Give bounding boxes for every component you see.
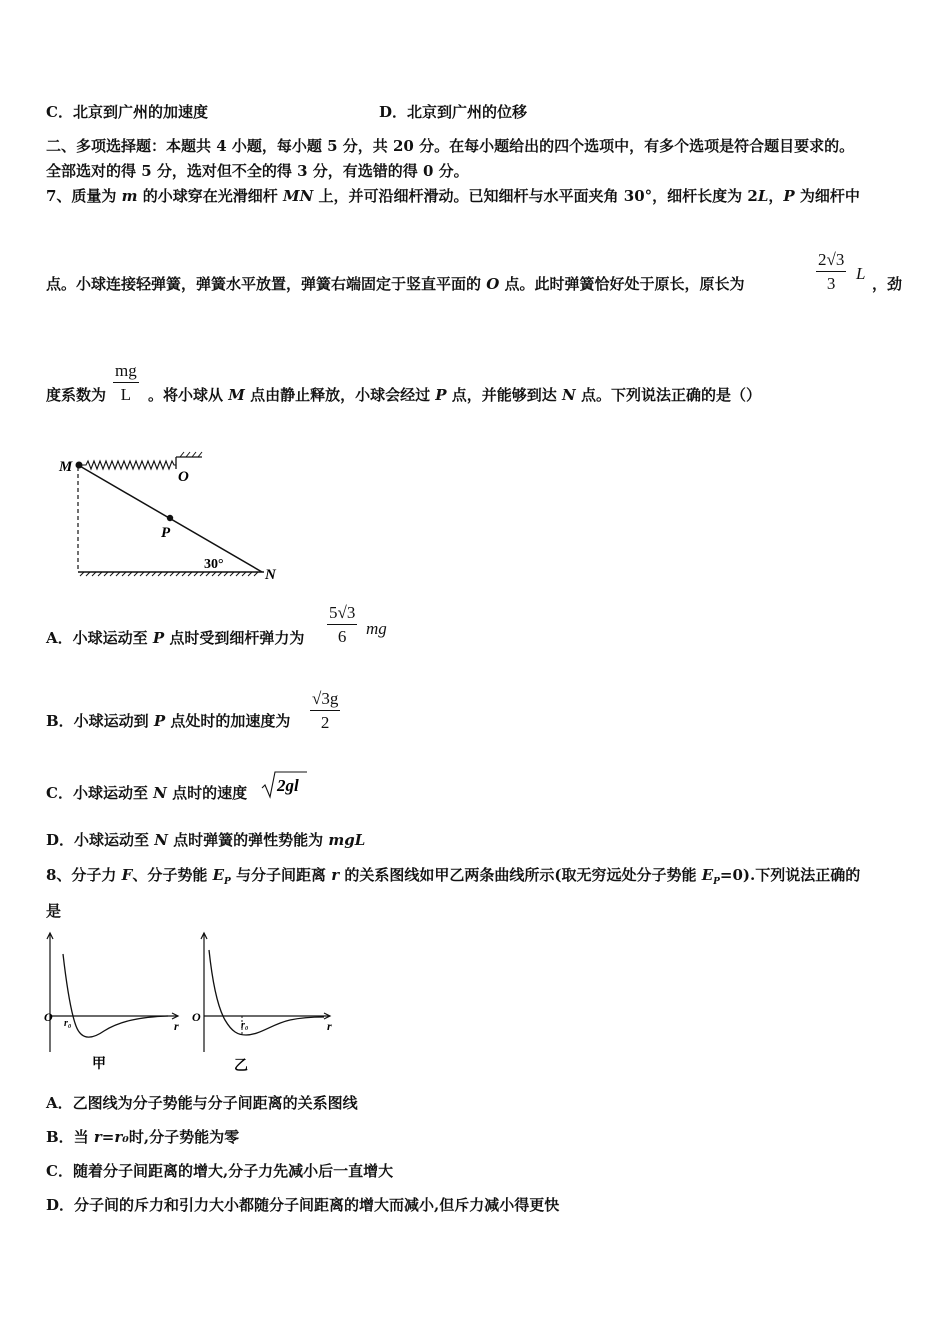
curve-yi (209, 950, 324, 1035)
wall-hatching (180, 452, 202, 457)
q7-stem-line2-end: ，劲 (872, 275, 903, 293)
q7-option-a-var: mg (366, 619, 387, 638)
q7-incline-diagram (52, 445, 292, 585)
q7-option-a-fraction: $\frac{5√3}{6}$ (329, 603, 356, 646)
graph-yi (192, 933, 332, 1074)
q7-stem-line1: 7、质量为 m 的小球穿在光滑细杆 MN 上，并可沿细杆滑动。已知细杆与水平面夹角 30°，细杆长度为 2L，P 为细杆中 (46, 187, 860, 205)
q8-stem-line1: 8、分子力 F、分子势能 $E_P$ 与分子间距离 r 的关系图线如甲乙两条曲线所示(取无穷远处分子势能 $E_P=0$).下列说法正确的 (46, 866, 861, 887)
label-o: O (178, 469, 189, 485)
q6-option-c: C．北京到广州的加速度 (46, 103, 208, 121)
q7-option-b-fraction: $\frac{√3g}{2}$ (312, 689, 339, 732)
section2-instruction-1: 二、多项选择题：本题共 4 小题，每小题 5 分，共 20 分。在每小题给出的四个选项中，有多个选项是符合题目要求的。 (46, 137, 855, 155)
q8-graphs (40, 928, 340, 1078)
q7-stem-line2: 点。小球连接轻弹簧，弹簧水平放置，弹簧右端固定于竖直平面的 O 点。此时弹簧恰好处于原长，原长为 (46, 275, 745, 293)
spring (80, 461, 176, 469)
q7-natural-length-var: L (856, 264, 866, 283)
q7-option-c-radical (261, 770, 309, 800)
label-angle: 30° (204, 557, 224, 572)
q7-spring-constant-fraction: $\frac{mg}{L}$ (115, 361, 137, 404)
jia-r0-label: r₀ (64, 1018, 72, 1029)
yi-r-label: r (327, 1019, 332, 1033)
q7-option-c: C．小球运动至 N 点时的速度 (46, 784, 248, 802)
yi-caption: 乙 (234, 1059, 248, 1074)
q7-option-a: A．小球运动至 P 点时受到细杆弹力为 (46, 629, 305, 647)
curve-jia (63, 954, 168, 1037)
q7-stem-line3: 。将小球从 M 点由静止释放，小球会经过 P 点，并能够到达 N 点。下列说法正确的是（） (148, 386, 761, 404)
q7-option-d: D．小球运动至 N 点时弹簧的弹性势能为 mgL (46, 831, 366, 849)
q8-option-a: A．乙图线为分子势能与分子间距离的关系图线 (46, 1094, 358, 1112)
q8-option-d: D．分子间的斥力和引力大小都随分子间距离的增大而减小,但斥力减小得更快 (46, 1196, 560, 1214)
label-p: P (161, 525, 171, 541)
q8-option-c: C．随着分子间距离的增大,分子力先减小后一直增大 (46, 1162, 394, 1180)
q7-natural-length-fraction: $\frac{2√3}{3}$ (818, 250, 845, 293)
jia-r-label: r (174, 1019, 179, 1033)
point-p (167, 515, 173, 521)
label-n: N (265, 567, 276, 583)
ball-m (76, 462, 83, 469)
section2-instruction-2: 全部选对的得 5 分，选对但不全的得 3 分，有选错的得 0 分。 (46, 162, 469, 180)
jia-caption: 甲 (92, 1057, 106, 1072)
yi-origin-label: O (192, 1010, 201, 1024)
jia-origin-label: O (44, 1010, 53, 1024)
yi-r0-label: r₀ (241, 1020, 249, 1031)
q8-stem-line2: 是 (46, 902, 62, 920)
q7-option-c-expr: 2gl (277, 776, 299, 795)
q7-option-b: B．小球运动到 P 点处时的加速度为 (46, 712, 291, 730)
label-m: M (59, 459, 73, 475)
q8-option-b: B．当 r=r₀时,分子势能为零 (46, 1128, 240, 1146)
q7-stem-line3-start: 度系数为 (46, 386, 107, 404)
q6-option-d: D．北京到广州的位移 (379, 103, 528, 121)
graph-jia (44, 933, 179, 1072)
